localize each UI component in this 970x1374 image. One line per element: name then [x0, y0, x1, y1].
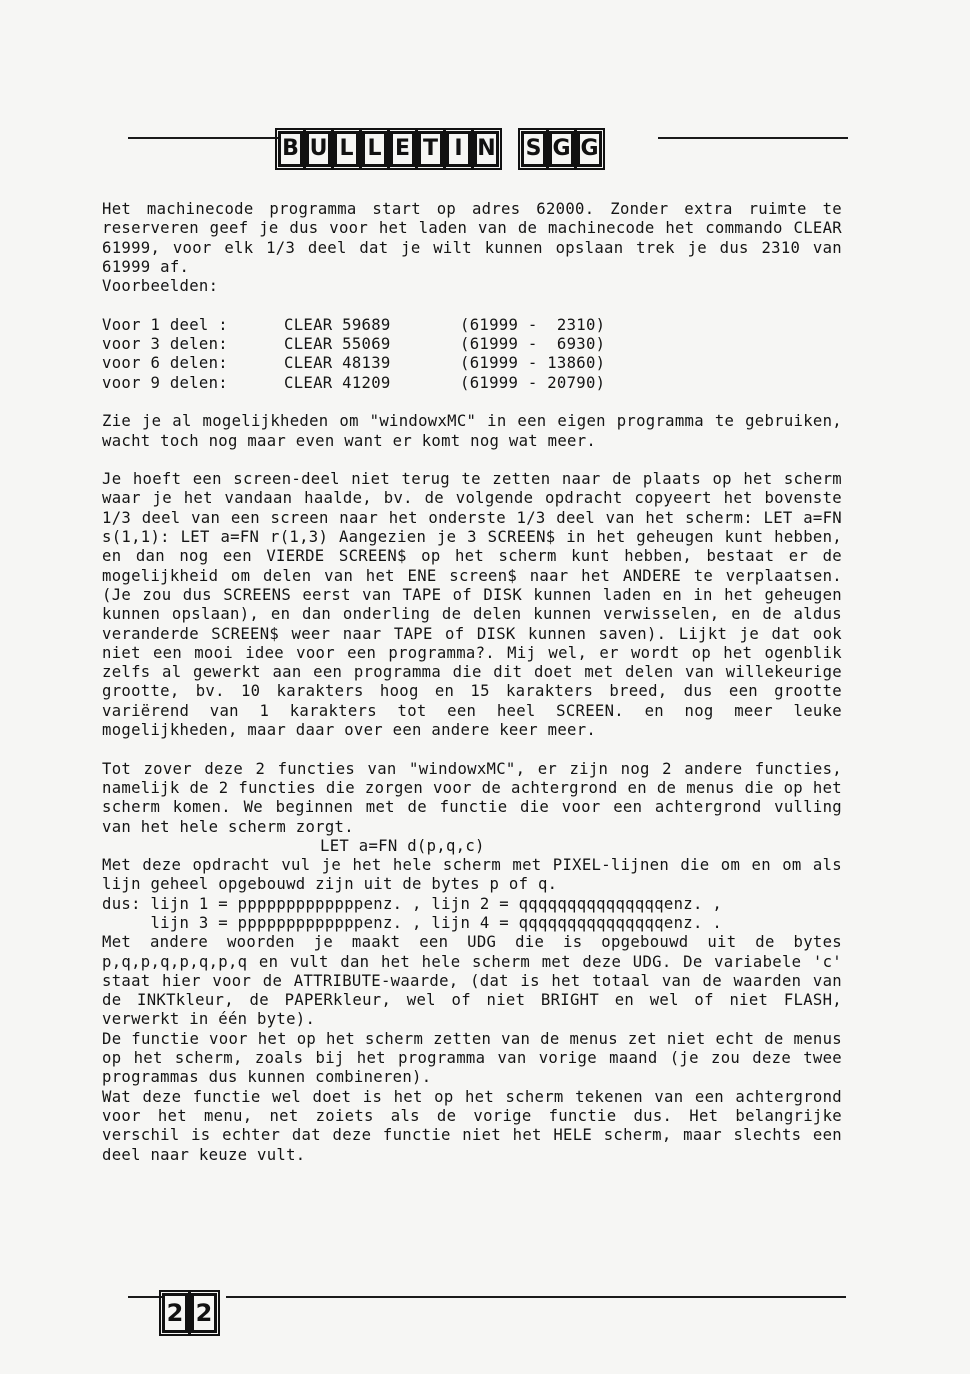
logo-letter: I	[446, 131, 471, 167]
dus-line-1: dus: lijn 1 = pppppppppppppenz. , lijn 2 = qqqqqqqqqqqqqqqenz. ,	[102, 894, 723, 913]
bulletin-sgg-logo	[278, 131, 602, 167]
logo-letter: U	[306, 131, 331, 167]
example-calc: (61999 - 20790)	[460, 373, 606, 392]
paragraph-intro: Het machinecode programma start op adres 62000. Zonder extra ruimte te reserveren geef je dus voor het laden van de machinecode het commando CLEAR 61999, voor elk 1/3 deel dat je wilt kunnen opslaan trek je dus 2310 van 61999 af.	[102, 200, 842, 276]
example-calc: (61999 - 13860)	[460, 354, 606, 373]
example-row	[102, 316, 842, 335]
page-number	[162, 1293, 217, 1333]
logo-letter: S	[521, 131, 546, 167]
paragraph-functies: Tot zover deze 2 functies van "windowxMC", er zijn nog 2 andere functies, namelijk de 2 functies die zorgen voor de achtergrond en de menus die op het scherm komen. We beginnen met de functie die voor een achtergrond vulling van het hele scherm zorgt.	[102, 759, 842, 836]
paragraph-achtergrond: Wat deze functie wel doet is het op het scherm tekenen van een achtergrond voor het menu, net zoiets als de vorige functie dus. Het belangrijke verschil is echter dat deze functie niet het HELE scherm, maar slechts een deel naar keuze vult.	[102, 1087, 842, 1164]
logo-letter: B	[278, 131, 303, 167]
logo-letter: L	[334, 131, 359, 167]
header-rule-left	[128, 137, 278, 139]
header-rule-right	[658, 137, 848, 139]
example-label: voor 3 delen:	[102, 335, 228, 354]
page-digit: 2	[191, 1293, 217, 1333]
examples-label: Voorbeelden:	[102, 277, 219, 296]
example-calc: (61999 - 2310)	[460, 315, 606, 334]
paragraph-screen-deel: Je hoeft een screen-deel niet terug te zetten naar de plaats op het scherm waar je het vandaan haalde, bv. de volgende opdracht copyeert het bovenste 1/3 deel van een screen naar het onderste 1/3 deel van het scherm: LET a=FN s(1,1): LET a=FN r(1,3) Aangezien je 3 SCREEN$ in het geheugen kunt hebben, en dan nog een VIERDE SCREEN$ op het scherm kunt hebben, bestaat er de mogelijkheid om delen van het ENE screen$ naar het ANDERE te verplaatsen. (Je zou dus SCREENS eerst van TAPE of DISK kunnen laden en in het geheugen kunnen opslaan), en dan onderling de delen kunnen verwisselen, en de aldus veranderde SCREEN$ weer naar TAPE of DISK kunnen saven). Lijkt je dat ook niet een mooi idee voor een programma?. Mij wel, er wordt op het ogenblik zelfs al gewerkt aan een programma die dit doet met delen van willekeurige grootte, bv. 10 karakters hoog en 15 karakters breed, dus een grootte variërend van 1 karakters tot een heel SCREEN. en nog meer leuke mogelijkheden, maar daar over een andere keer meer.	[102, 470, 842, 740]
example-command: CLEAR 59689	[284, 315, 391, 334]
formula-line: LET a=FN d(p,q,c)	[320, 836, 485, 855]
paragraph-menus: De functie voor het op het scherm zetten van de menus zet niet echt de menus op het scherm, zoals bij het programma van vorige maand (je zou deze twee programmas dus kunnen combineren).	[102, 1029, 842, 1087]
article-body	[102, 200, 842, 1165]
logo-letter: G	[577, 131, 602, 167]
example-command: CLEAR 48139	[284, 354, 391, 373]
paragraph-mogelijkheden: Zie je al mogelijkheden om "windowxMC" in een eigen programma te gebruiken, wacht toch nog maar even want er komt nog wat meer.	[102, 412, 842, 450]
footer-rule-right	[226, 1296, 846, 1298]
paragraph-pixel-lijnen: Met deze opdracht vul je het hele scherm met PIXEL-lijnen die om en om als lijn geheel opgebouwd zijn uit de bytes p of q.	[102, 856, 842, 894]
logo-letter: N	[474, 131, 499, 167]
example-calc: (61999 - 6930)	[460, 335, 606, 354]
example-label: Voor 1 deel :	[102, 315, 228, 334]
logo-letter: G	[549, 131, 574, 167]
dus-line-2: lijn 3 = pppppppppppppenz. , lijn 4 = qqqqqqqqqqqqqqqenz. .	[102, 913, 723, 932]
example-command: CLEAR 41209	[284, 373, 391, 392]
examples-table	[102, 316, 842, 393]
logo-letter: T	[418, 131, 443, 167]
logo-letter: E	[390, 131, 415, 167]
logo-letter: L	[362, 131, 387, 167]
example-row	[102, 354, 842, 373]
example-row	[102, 335, 842, 354]
example-label: voor 9 delen:	[102, 373, 228, 392]
example-label: voor 6 delen:	[102, 354, 228, 373]
paragraph-udg: Met andere woorden je maakt een UDG die is opgebouwd uit de bytes p,q,p,q,p,q,p,q en vult dan het hele scherm met deze UDG. De variabele 'c' staat hier voor de ATTRIBUTE-waarde, (dat is het totaal van de waarden van de INKTkleur, de PAPERkleur, wel of niet BRIGHT en wel of niet FLASH, verwerkt in één byte).	[102, 933, 842, 1029]
page-digit: 2	[162, 1293, 188, 1333]
footer-rule-left	[128, 1296, 162, 1298]
example-row	[102, 374, 842, 393]
example-command: CLEAR 55069	[284, 335, 391, 354]
